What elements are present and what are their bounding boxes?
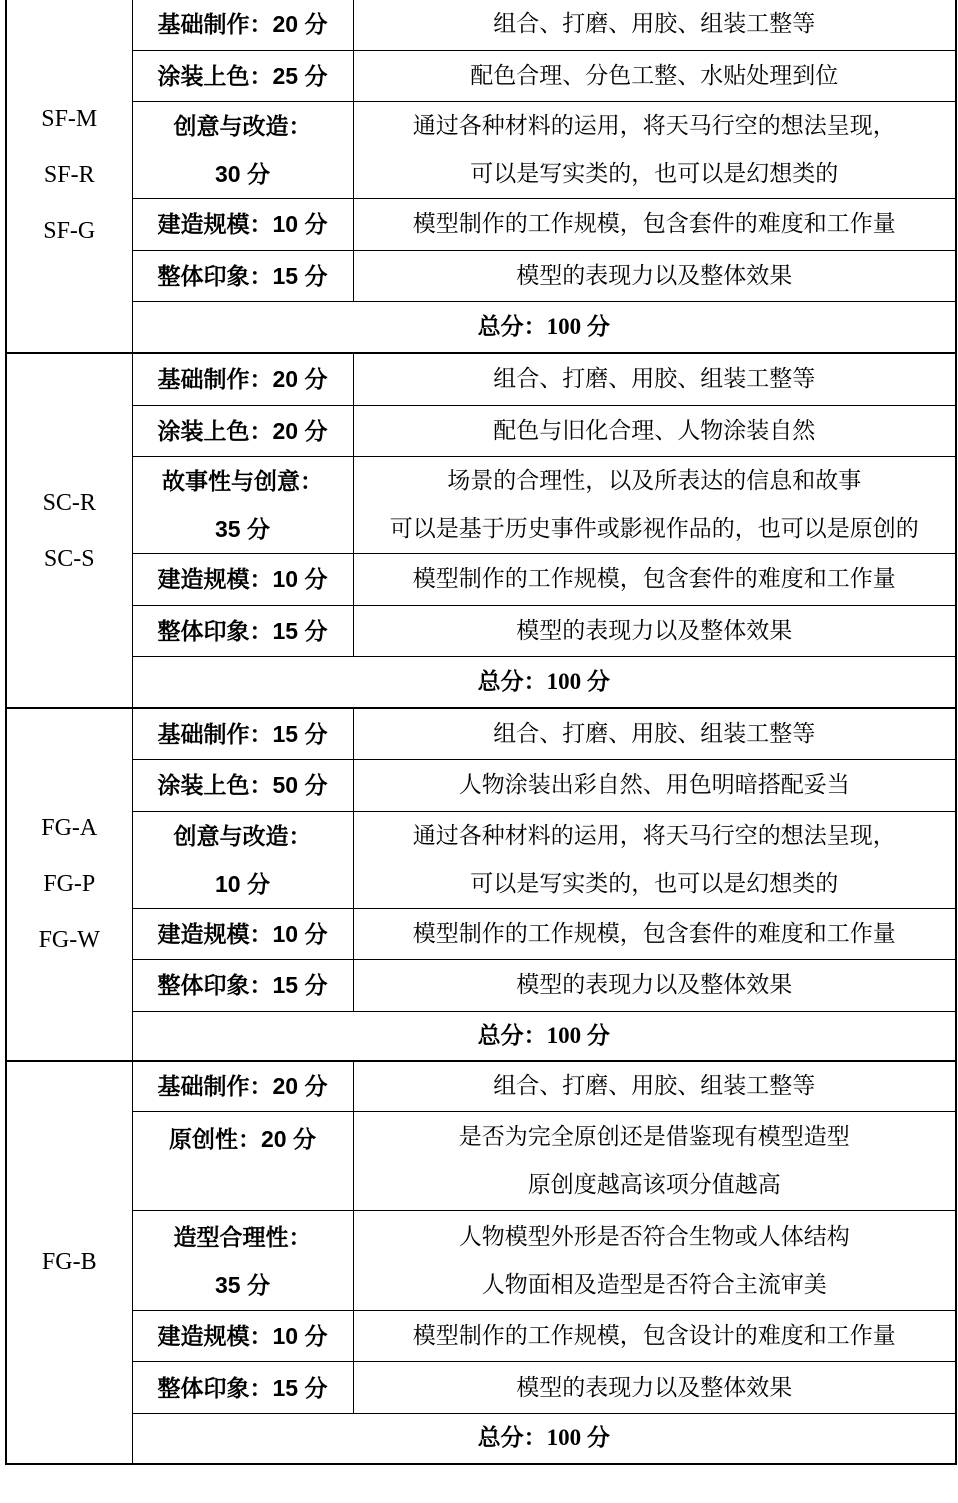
criterion-desc: 模型制作的工作规模，包含套件的难度和工作量 <box>412 566 896 591</box>
criteria-row <box>6 405 956 456</box>
criteria-row <box>6 1112 956 1211</box>
criterion-label: 基础制作：15 分 <box>157 720 328 747</box>
criterion-label: 涂装上色：20 分 <box>157 417 328 444</box>
criterion-desc: 组合、打磨、用胶、组装工整等 <box>493 366 816 392</box>
criterion-desc: 模型的表现力以及整体效果 <box>516 1374 793 1400</box>
criterion-label: 10 分 <box>215 870 270 897</box>
criterion-label-cell <box>132 353 353 405</box>
criterion-desc: 通过各种材料的运用，将天马行空的想法呈现， <box>412 112 896 138</box>
criteria-row <box>6 1211 956 1311</box>
criterion-desc-cell <box>353 456 956 553</box>
criterion-label: 建造规模：10 分 <box>157 566 328 592</box>
criteria-row <box>6 50 956 101</box>
total-row <box>6 1414 956 1464</box>
criteria-row <box>6 959 956 1011</box>
category-code: FG-P <box>43 871 96 898</box>
criterion-desc: 可以是写实类的，也可以是幻想类的 <box>470 160 839 186</box>
criterion-label: 30 分 <box>215 160 270 187</box>
category-code-cell <box>6 1061 132 1464</box>
criterion-label: 基础制作：20 分 <box>157 10 328 37</box>
criterion-label: 涂装上色：50 分 <box>157 772 328 798</box>
criterion-desc: 组合、打磨、用胶、组装工整等 <box>493 720 816 746</box>
criterion-label: 造型合理性： <box>173 1223 312 1250</box>
category-code: SF-M <box>41 106 98 132</box>
criterion-desc-cell <box>353 101 956 198</box>
criterion-label-cell <box>132 50 353 101</box>
criterion-desc: 场景的合理性，以及所表达的信息和故事 <box>447 467 862 493</box>
criterion-desc: 可以是基于历史事件或影视作品的，也可以是原创的 <box>389 515 919 541</box>
criterion-label-cell <box>132 811 353 908</box>
criteria-row <box>6 908 956 959</box>
criterion-label: 基础制作：20 分 <box>157 1073 328 1100</box>
criteria-row <box>6 0 956 50</box>
criterion-desc-cell <box>353 605 956 656</box>
total-score-cell <box>132 1011 956 1061</box>
criterion-desc-cell <box>353 708 956 759</box>
total-row <box>6 301 956 353</box>
criterion-desc-cell <box>353 405 956 456</box>
criteria-row <box>6 353 956 405</box>
criterion-desc-cell <box>353 1211 956 1311</box>
total-row <box>6 656 956 708</box>
criterion-desc-cell <box>353 50 956 101</box>
criterion-desc-cell <box>353 1061 956 1112</box>
criterion-label: 整体印象：15 分 <box>157 1374 328 1401</box>
criterion-label: 创意与改造： <box>173 822 312 849</box>
criterion-desc-cell <box>353 908 956 959</box>
criteria-row <box>6 456 956 553</box>
criterion-desc: 模型的表现力以及整体效果 <box>516 262 793 288</box>
criterion-label-cell <box>132 198 353 250</box>
criterion-desc: 人物模型外形是否符合生物或人体结构 <box>458 1223 850 1249</box>
criterion-label: 基础制作：20 分 <box>157 366 328 393</box>
criterion-label-cell <box>132 1362 353 1414</box>
criterion-label: 整体印象：15 分 <box>157 617 328 644</box>
criteria-row <box>6 811 956 908</box>
criterion-label-cell <box>132 908 353 959</box>
criterion-label: 故事性与创意： <box>162 467 323 494</box>
criteria-row <box>6 250 956 301</box>
criterion-desc-cell <box>353 759 956 811</box>
criterion-desc-cell <box>353 1362 956 1414</box>
criterion-label-cell <box>132 708 353 759</box>
criterion-desc: 人物面相及造型是否符合主流审美 <box>481 1271 827 1297</box>
criterion-desc: 模型的表现力以及整体效果 <box>516 972 793 997</box>
criterion-label-cell <box>132 0 353 50</box>
criterion-label-cell <box>132 101 353 198</box>
criterion-label-cell <box>132 1211 353 1311</box>
criterion-desc: 可以是写实类的，也可以是幻想类的 <box>470 870 839 896</box>
criterion-label: 35 分 <box>215 1271 270 1298</box>
criterion-desc: 模型的表现力以及整体效果 <box>516 617 793 643</box>
criterion-label-cell <box>132 456 353 553</box>
category-code-cell <box>6 708 132 1061</box>
criterion-desc-cell <box>353 811 956 908</box>
total-score-cell <box>132 301 956 353</box>
total-score-label: 总分：100 分 <box>477 1022 610 1048</box>
criterion-label: 建造规模：10 分 <box>157 920 328 947</box>
criterion-desc: 模型制作的工作规模，包含设计的难度和工作量 <box>412 1323 896 1348</box>
criterion-label-cell <box>132 959 353 1011</box>
criterion-desc: 是否为完全原创还是借鉴现有模型造型 <box>458 1124 850 1149</box>
criterion-label: 涂装上色：25 分 <box>157 62 328 89</box>
category-code: SC-S <box>43 545 95 572</box>
criterion-desc-cell <box>353 0 956 50</box>
criterion-label: 整体印象：15 分 <box>157 262 328 289</box>
criteria-row <box>6 759 956 811</box>
criterion-label-cell <box>132 1061 353 1112</box>
criteria-row <box>6 101 956 198</box>
criteria-row <box>6 605 956 656</box>
criteria-row <box>6 1311 956 1362</box>
total-score-label: 总分：100 分 <box>477 1425 610 1451</box>
criterion-desc-cell <box>353 1112 956 1211</box>
category-code: SF-R <box>43 162 95 188</box>
category-code-cell <box>6 353 132 708</box>
criterion-label-cell <box>132 605 353 656</box>
criterion-desc: 模型制作的工作规模，包含套件的难度和工作量 <box>412 211 896 236</box>
total-row <box>6 1011 956 1061</box>
total-score-label: 总分：100 分 <box>477 668 610 694</box>
category-code: SF-G <box>43 218 96 244</box>
category-code-cell <box>6 0 132 353</box>
criterion-label-cell <box>132 1112 353 1211</box>
criteria-row <box>6 553 956 605</box>
criterion-label-cell <box>132 405 353 456</box>
criterion-label-cell <box>132 250 353 301</box>
criterion-desc: 组合、打磨、用胶、组装工整等 <box>493 10 816 36</box>
criterion-label-cell <box>132 759 353 811</box>
scoring-rubric-table <box>5 0 957 1465</box>
criterion-desc-cell <box>353 250 956 301</box>
criterion-desc: 模型制作的工作规模，包含套件的难度和工作量 <box>412 920 896 946</box>
criterion-label-cell <box>132 553 353 605</box>
criteria-row <box>6 1362 956 1414</box>
criteria-row <box>6 1061 956 1112</box>
category-code: SC-R <box>42 489 96 516</box>
criterion-desc-cell <box>353 198 956 250</box>
criterion-label-cell <box>132 1311 353 1362</box>
criterion-desc-cell <box>353 353 956 405</box>
criterion-desc: 原创度越高该项分值越高 <box>527 1172 781 1197</box>
category-code: FG-W <box>38 927 100 954</box>
criterion-desc: 通过各种材料的运用，将天马行空的想法呈现， <box>412 822 896 848</box>
criterion-desc: 配色合理、分色工整、水贴处理到位 <box>470 62 839 88</box>
criterion-desc: 人物涂装出彩自然、用色明暗搭配妥当 <box>458 772 850 797</box>
criterion-desc-cell <box>353 1311 956 1362</box>
total-score-label: 总分：100 分 <box>477 313 610 339</box>
criterion-label: 整体印象：15 分 <box>157 972 328 998</box>
criterion-desc-cell <box>353 553 956 605</box>
total-score-cell <box>132 1414 956 1464</box>
criterion-label: 原创性：20 分 <box>169 1126 316 1152</box>
category-code: FG-A <box>41 815 98 842</box>
criterion-desc: 配色与旧化合理、人物涂装自然 <box>493 417 816 443</box>
criteria-row <box>6 198 956 250</box>
criteria-row <box>6 708 956 759</box>
category-code: FG-B <box>41 1249 97 1275</box>
criterion-label: 创意与改造： <box>173 112 312 139</box>
total-score-cell <box>132 656 956 708</box>
criterion-label: 建造规模：10 分 <box>157 211 328 237</box>
criterion-label: 35 分 <box>215 515 270 542</box>
criterion-label: 建造规模：10 分 <box>157 1323 328 1349</box>
scoring-table-wrapper <box>5 0 957 1465</box>
criterion-desc-cell <box>353 959 956 1011</box>
criterion-desc: 组合、打磨、用胶、组装工整等 <box>493 1073 816 1099</box>
